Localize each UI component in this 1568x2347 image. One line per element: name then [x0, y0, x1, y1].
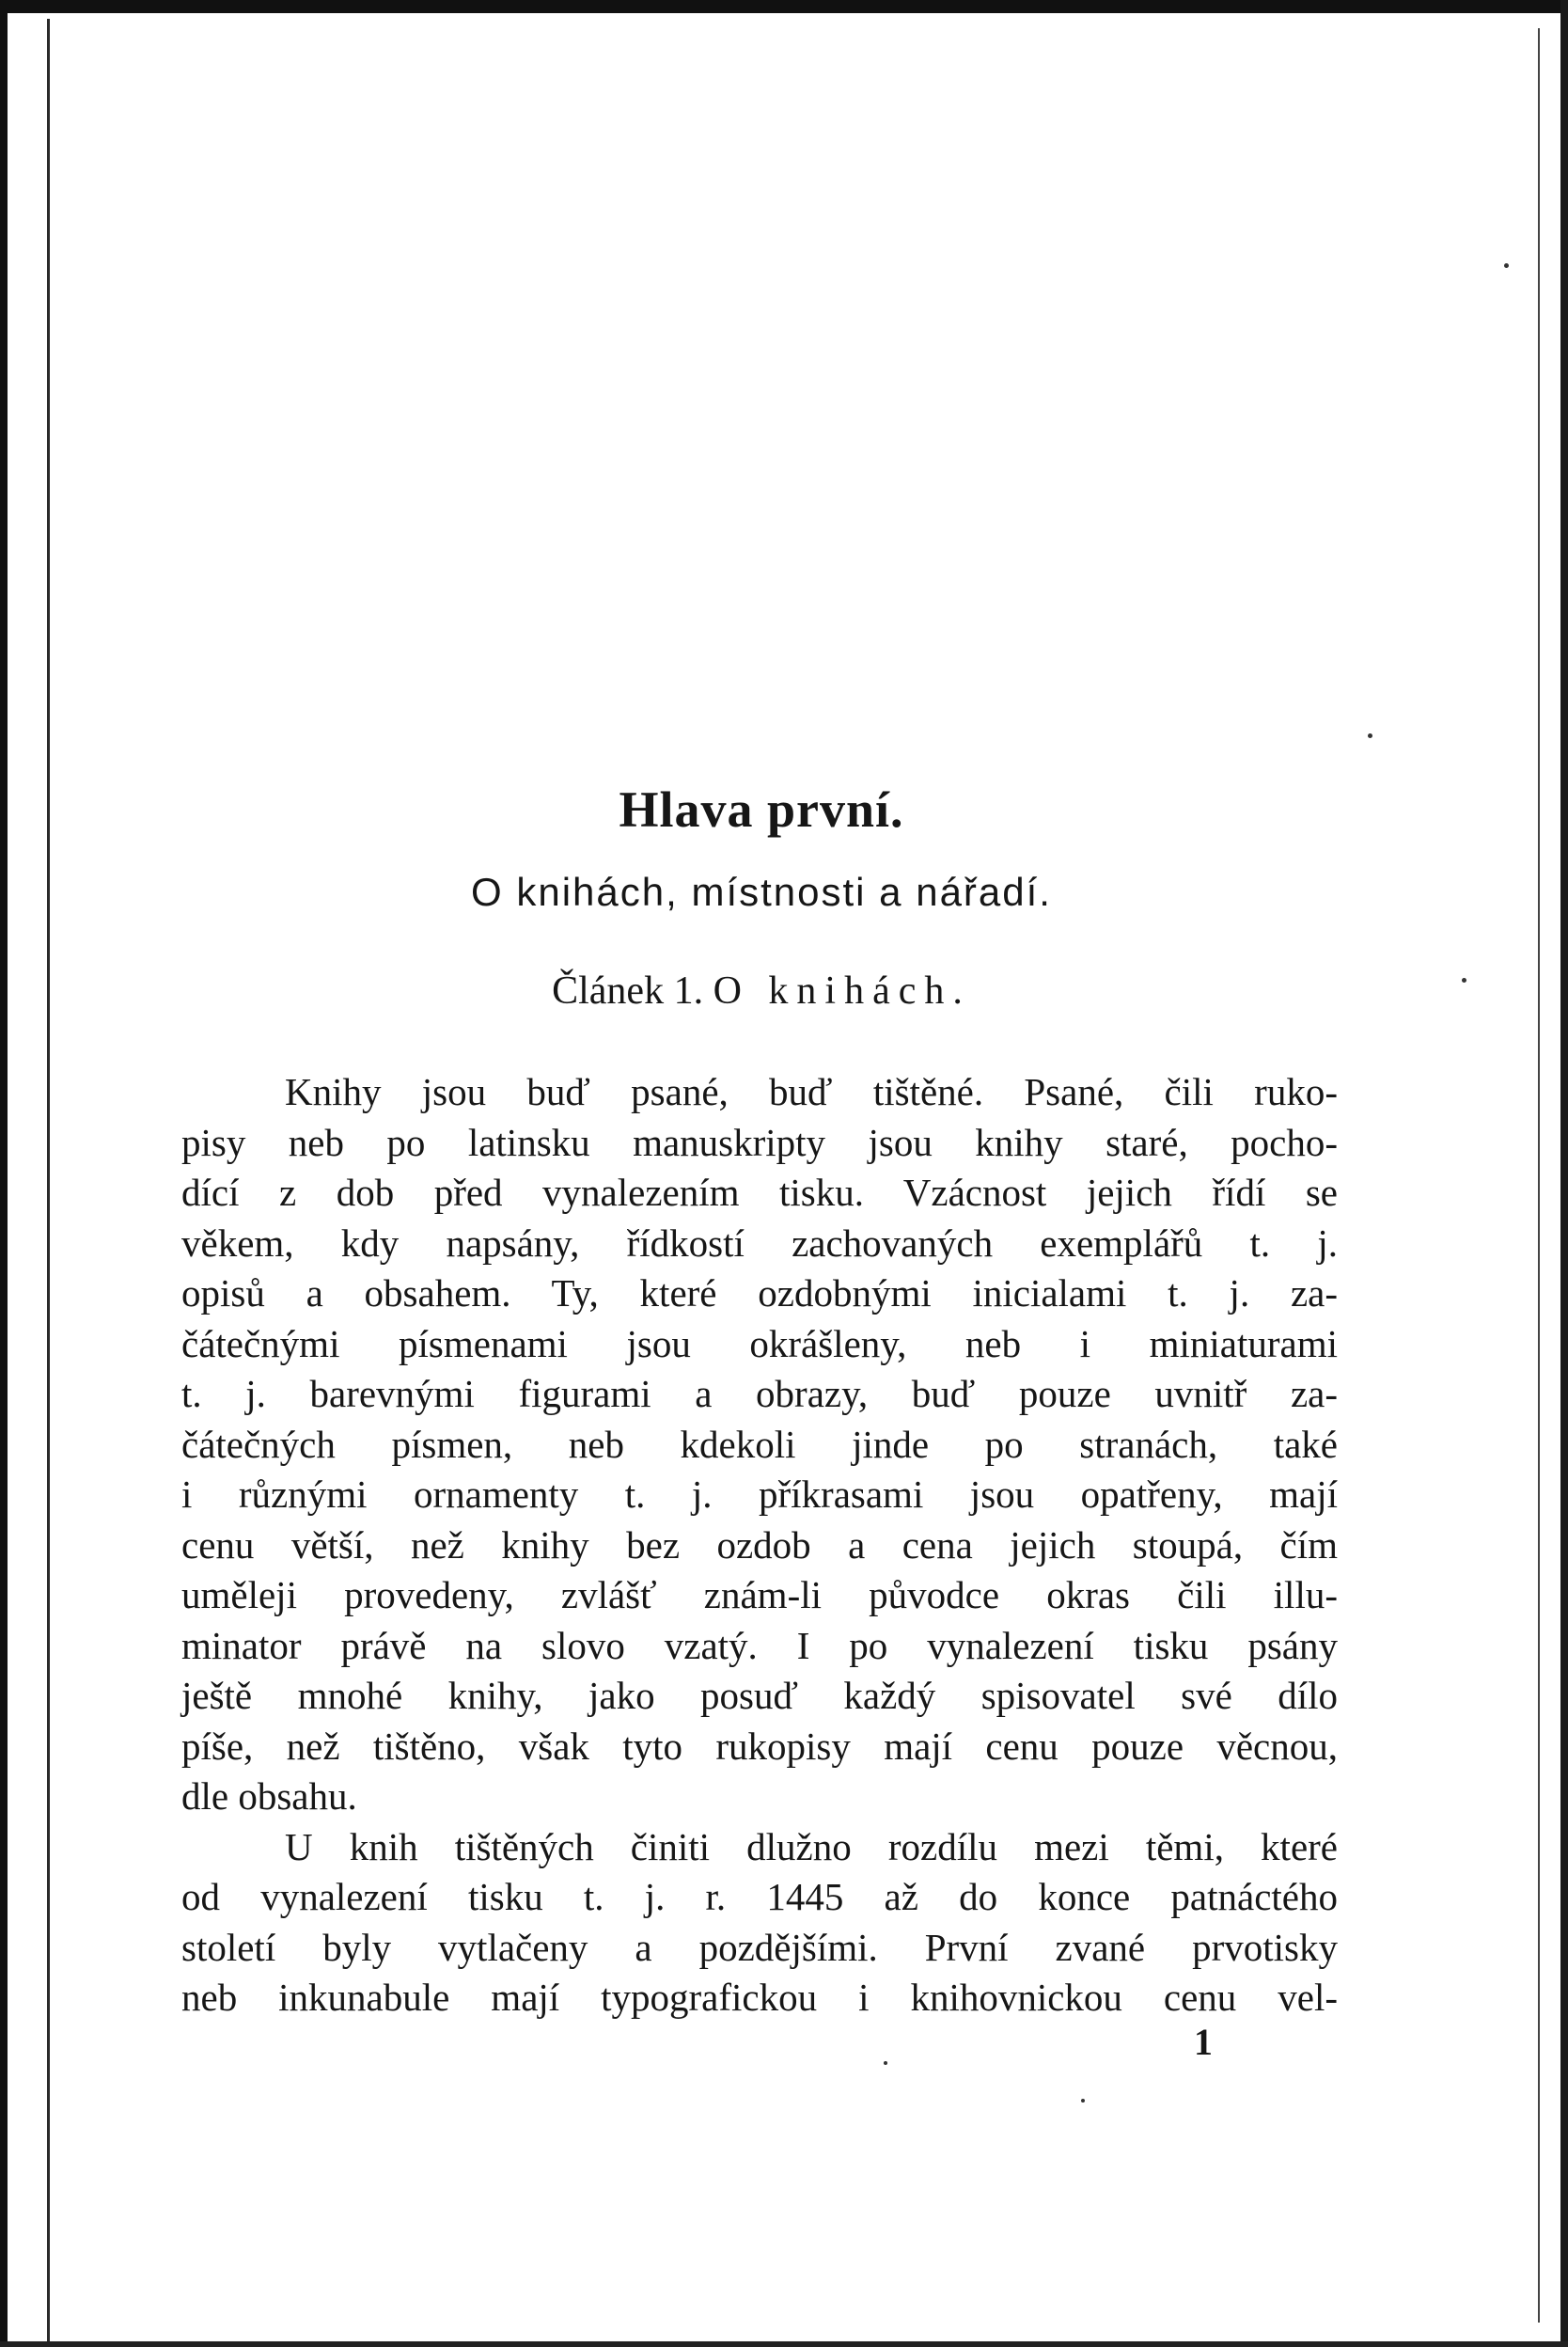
text-line: minator právě na slovo vzatý. I po vynalezení tisku psány [181, 1623, 1338, 1667]
scan-edge-left [0, 0, 8, 2347]
text-line: ještě mnohé knihy, jako posuď každý spisovatel své dílo [181, 1674, 1338, 1717]
article-heading [0, 969, 1523, 1014]
scan-page-edge-right [1538, 28, 1540, 2323]
paragraph [181, 1822, 1338, 2024]
text-line: Knihy jsou buď psané, buď tištěné. Psané, čili ruko- [285, 1070, 1338, 1113]
text-line: t. j. barevnými figurami a obrazy, buď pouze uvnitř za- [181, 1372, 1338, 1415]
text-line: neb inkunabule mají typografickou i knihovnickou cenu vel- [181, 1976, 1338, 2019]
text-line: od vynalezení tisku t. j. r. 1445 až do konce patnáctého [181, 1875, 1338, 1918]
text-line: dle obsahu. [181, 1774, 357, 1818]
text-line: věkem, kdy napsány, řídkostí zachovaných exemplářů t. j. [181, 1221, 1338, 1265]
scan-speck [1368, 733, 1372, 738]
text-line: čátečnými písmenami jsou okrášleny, neb i miniaturami [181, 1321, 1338, 1365]
article-number: Článek 1. [552, 969, 704, 1013]
text-line: čátečných písmen, neb kdekoli jinde po stranách, také [181, 1422, 1338, 1466]
scan-speck [884, 2061, 887, 2065]
text-line: dící z dob před vynalezením tisku. Vzácnost jejich řídí se [181, 1171, 1338, 1214]
paragraph [181, 1067, 1338, 1822]
text-line: cenu větší, než knihy bez ozdob a cena jejich stoupá, čím [181, 1522, 1338, 1567]
text-line: píše, než tištěno, však tyto rukopisy mají cenu pouze věcnou, [181, 1724, 1338, 1768]
chapter-title: Hlava první. [619, 781, 904, 838]
page-number: 1 [1194, 2021, 1213, 2063]
scan-edge-right [1560, 0, 1568, 2347]
scan-speck [1081, 2099, 1085, 2103]
scan-speck [1504, 263, 1509, 268]
text-line: uměleji provedeny, zvlášť znám-li původce okras čili illu- [181, 1573, 1338, 1616]
scan-edge-bottom [0, 2341, 1568, 2347]
scan-binding-shadow [47, 19, 50, 2341]
text-line: U knih tištěných činiti dlužno rozdílu mezi těmi, které [285, 1824, 1338, 1868]
body-text [181, 1067, 1338, 2024]
text-line: opisů a obsahem. Ty, které ozdobnými inicialami t. j. za- [181, 1271, 1338, 1315]
text-line: i různými ornamenty t. j. příkrasami jsou opatřeny, mají [181, 1473, 1338, 1516]
scan-edge-top [0, 0, 1568, 13]
article-title: O knihách. [713, 969, 971, 1013]
text-line: století byly vytlačeny a pozdějšími. První zvané prvotisky [181, 1925, 1338, 1969]
chapter-subtitle: O knihách, místnosti a nářadí. [471, 870, 1052, 914]
text-line: pisy neb po latinsku manuskripty jsou knihy staré, pocho- [181, 1120, 1338, 1164]
